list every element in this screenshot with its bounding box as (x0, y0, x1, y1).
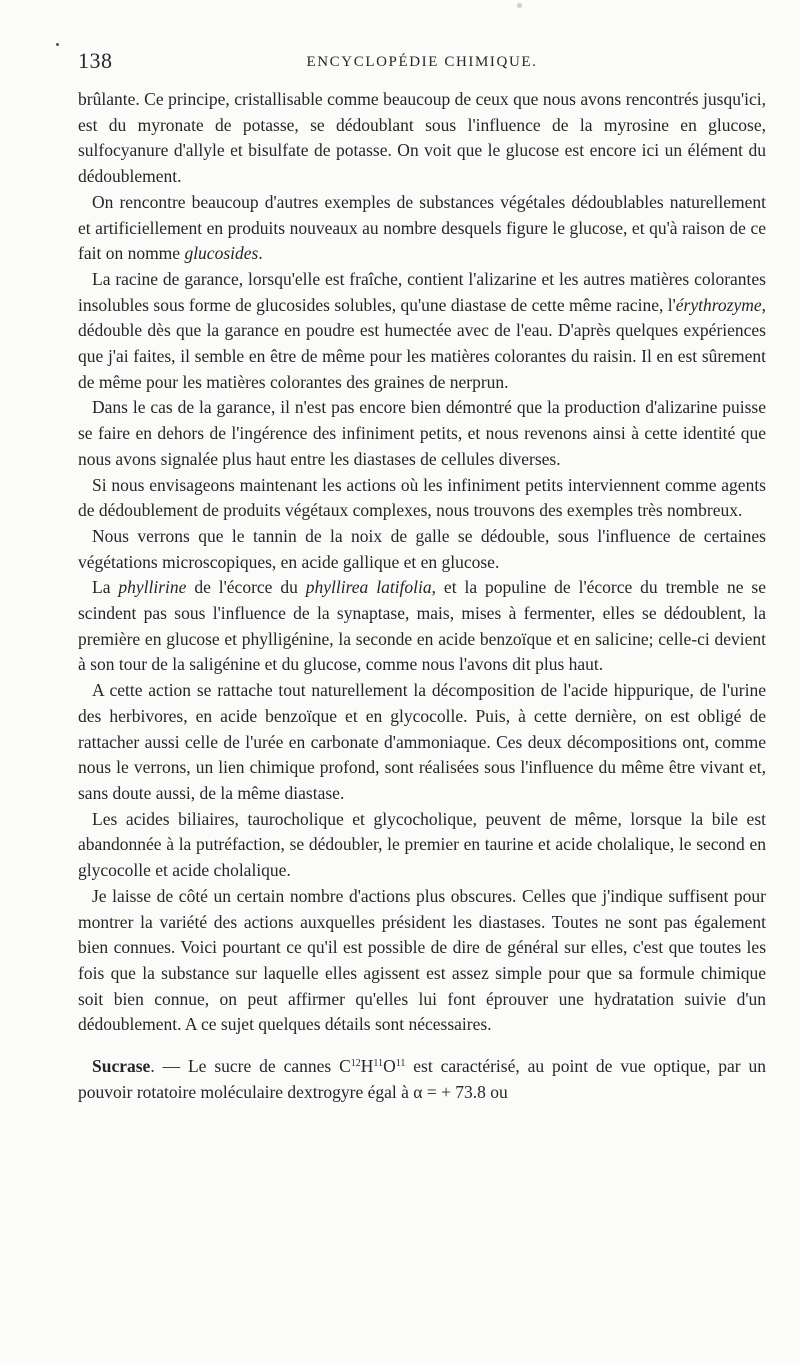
paragraph-hydratation: Je laisse de côté un certain nombre d'actions plus obscures. Celles que j'indique suffisent pour montrer la variété des actions auxquelles président les diastases. Toutes ne sont pas également bien connues. Voici pourtant ce qu'il est possible de dire de général sur elles, c'est que toutes les fois que la substance sur laquelle elles agissent est assez simple pour que sa formule chimique soit bien connue, on peut affirmer qu'elles lui font éprouver une hydratation suivie d'un dédoublement. A ce sujet quelques détails sont nécessaires. (78, 885, 766, 1035)
term-phyllirea-latifolia: phyllirea latifolia (305, 577, 432, 598)
running-title: ENCYCLOPÉDIE CHIMIQUE. (306, 54, 538, 70)
paper-speck (517, 3, 522, 8)
term-erythrozyme: érythrozyme (675, 294, 762, 315)
paragraph-infiniment-petits: Si nous envisageons maintenant les actions où les infiniment petits interviennent comme agents de dédoublement de produits végétaux complexes, nous trouvons des exemples très nombreux. (78, 474, 766, 521)
body-text (78, 87, 766, 1105)
paragraph-glucosides: On rencontre beaucoup d'autres exemples de substances végétales dédoublables naturellement et artificiellement en produits nouveaux au nombre desquels figure le glucose, et qu'à raison de ce fait on nomme glucosides. (78, 191, 766, 264)
paper-speck (56, 43, 59, 46)
paragraph-phyllirine: La phyllirine de l'écorce du phyllirea latifolia, et la populine de l'écorce du tremble ne se scindent pas sous l'influence de la synaptase, mais, mises à fermenter, elles se dédoublent, la première en glucose et phylligénine, la seconde en acide benzoïque et en salicine; celle-ci devient à son tour de la saligénine et du glucose, comme nous l'avons dit plus haut. (78, 577, 766, 675)
page-number: 138 (78, 48, 113, 73)
paragraph-garance: La racine de garance, lorsqu'elle est fraîche, contient l'alizarine et les autres matières colorantes insolubles sous forme de glucosides solubles, qu'une diastase de cette même racine, l'érythrozyme, dédouble dès que la garance en poudre est humectée avec de l'eau. D'après quelques expériences que j'ai faites, il semble en être de même pour les matières colorantes du raisin. Il en est sûrement de même pour les matières colorantes des graines de nerprun. (78, 268, 766, 392)
paragraph-acides-biliaires: Les acides biliaires, taurocholique et glycocholique, peuvent de même, lorsque la bile est abandonnée à la putréfaction, se dédoubler, le premier en taurine et acide cholalique, le second en glycocolle et acide cholalique. (78, 808, 766, 881)
term-phyllirine: phyllirine (118, 577, 187, 598)
paragraph-alizarine: Dans le cas de la garance, il n'est pas encore bien démontré que la production d'alizarine puisse se faire en dehors de l'ingérence des infiniment petits, et nous revenons ainsi à cette identité que nous avons signalée plus haut entre les diastases de cellules diverses. (78, 397, 766, 469)
page-header (78, 46, 766, 76)
paragraph-myronate: brûlante. Ce principe, cristallisable comme beaucoup de ceux que nous avons rencontrés jusqu'ici, est du myronate de potasse, se dédoublant sous l'influence de la myrosine en glucose, sulfocyanure d'allyle et bisulfate de potasse. On voit que le glucose est encore ici un élément du dédoublement. (78, 89, 766, 187)
paragraph-tannin: Nous verrons que le tannin de la noix de galle se dédouble, sous l'influence de certaines végétations microscopiques, en acide gallique et en glucose. (78, 525, 766, 572)
paragraph-sucrase: Sucrase. — Le sucre de cannes $C^{12}H^{11}O^{11}$ est caractérisé, au point de vue optique, par un pouvoir rotatoire moléculaire dextrogyre égal à α = + 73.8 ou (78, 1056, 766, 1102)
formula-sucre-de-cannes: $C^{12}H^{11}O^{11}$ (339, 1056, 406, 1077)
section-heading-sucrase: Sucrase (92, 1056, 151, 1077)
paragraph-acide-hippurique: A cette action se rattache tout naturellement la décomposition de l'acide hippurique, de l'urine des herbivores, en acide benzoïque et en glycocolle. Puis, à cette dernière, on est obligé de rattacher aussi celle de l'urée en carbonate d'ammoniaque. Ces deux décompositions ont, comme nous le verrons, un lien chimique profond, sont réalisées sous l'influence du même être vivant et, sans doute aussi, de la même diastase. (78, 680, 766, 803)
term-glucosides: glucosides (184, 243, 259, 264)
